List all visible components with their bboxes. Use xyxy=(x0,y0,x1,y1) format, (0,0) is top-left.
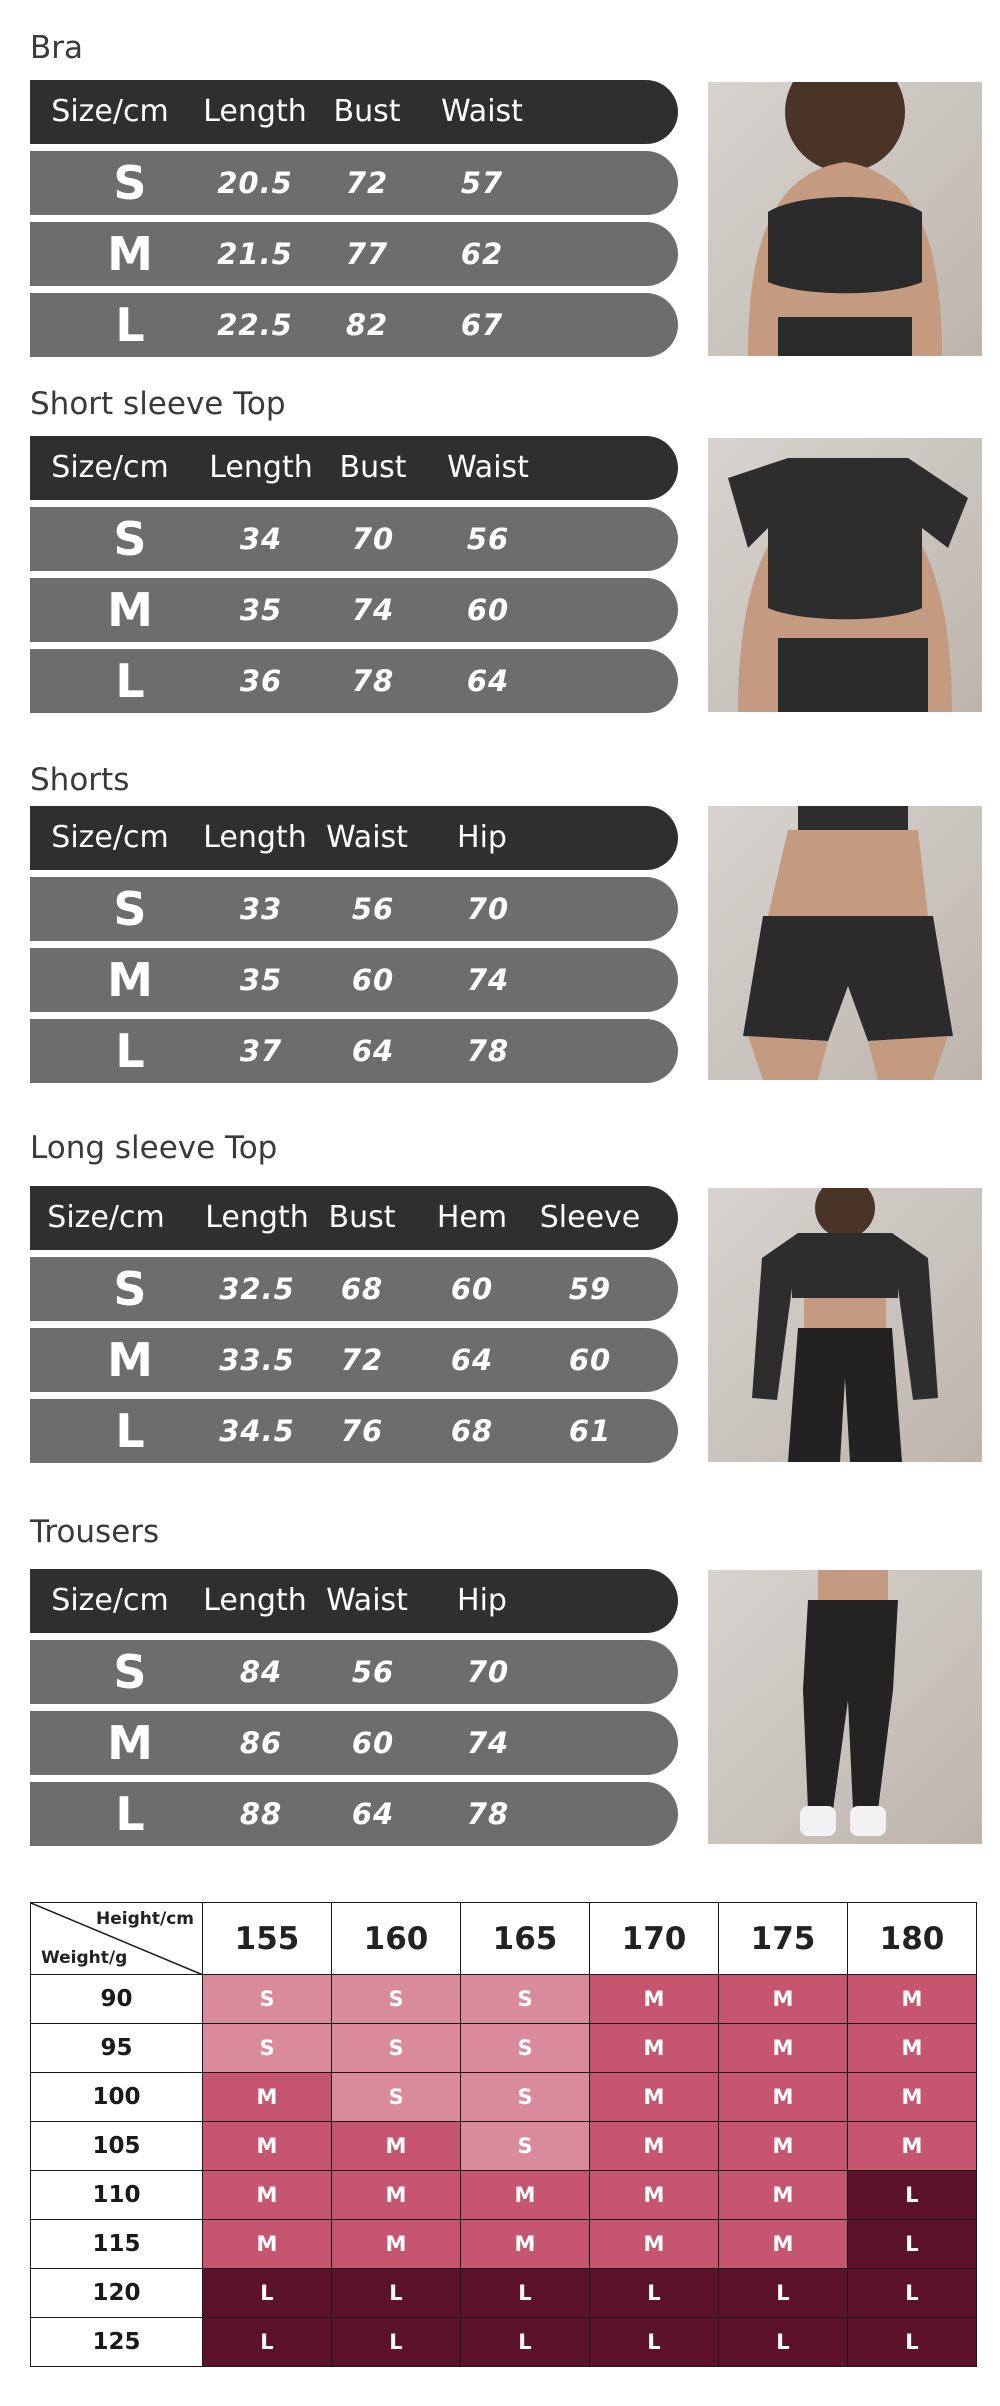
height-header-cell: 155 xyxy=(203,1903,332,1975)
value-cell: 72 xyxy=(345,166,389,200)
height-header-cell: 160 xyxy=(332,1903,461,1975)
size-grid-cell: S xyxy=(461,2073,590,2122)
table-row xyxy=(30,1782,678,1846)
size-recommendation-grid xyxy=(30,1902,977,2367)
value-cell: 77 xyxy=(345,237,389,271)
value-cell: 78 xyxy=(466,1034,510,1068)
header-cell: Size/cm xyxy=(51,1583,169,1618)
header-cell: Length xyxy=(203,820,307,855)
value-cell: 64 xyxy=(351,1034,395,1068)
grid-row xyxy=(31,2269,977,2318)
weight-cell: 120 xyxy=(31,2269,203,2318)
weight-cell: 110 xyxy=(31,2171,203,2220)
value-cell: 61 xyxy=(568,1414,612,1448)
size-cell: L xyxy=(115,298,145,352)
value-cell: 59 xyxy=(568,1272,612,1306)
table-row xyxy=(30,649,678,713)
size-grid-cell: L xyxy=(848,2269,977,2318)
size-cell: S xyxy=(113,512,147,566)
value-cell: 74 xyxy=(466,1726,510,1760)
value-cell: 60 xyxy=(568,1343,612,1377)
size-grid-cell: M xyxy=(332,2171,461,2220)
size-grid-cell: L xyxy=(848,2220,977,2269)
grid-row xyxy=(31,2318,977,2367)
size-grid-cell: L xyxy=(461,2269,590,2318)
table-row xyxy=(30,222,678,286)
size-cell: S xyxy=(113,156,147,210)
weight-cell: 105 xyxy=(31,2122,203,2171)
value-cell: 57 xyxy=(460,166,504,200)
value-cell: 78 xyxy=(466,1797,510,1831)
value-cell: 62 xyxy=(460,237,504,271)
header-cell: Size/cm xyxy=(51,820,169,855)
grid-row xyxy=(31,1975,977,2024)
value-cell: 60 xyxy=(351,1726,395,1760)
value-cell: 88 xyxy=(239,1797,283,1831)
value-cell: 32.5 xyxy=(219,1272,295,1306)
value-cell: 68 xyxy=(450,1414,494,1448)
value-cell: 22.5 xyxy=(217,308,293,342)
header-cell: Waist xyxy=(447,450,529,485)
size-cell: M xyxy=(107,583,153,637)
table-header-row xyxy=(30,806,678,870)
size-grid-cell: M xyxy=(848,2122,977,2171)
value-cell: 70 xyxy=(351,522,395,556)
value-cell: 70 xyxy=(466,1655,510,1689)
height-axis-label: Height/cm xyxy=(96,1909,194,1929)
size-cell: L xyxy=(115,654,145,708)
height-header-cell: 165 xyxy=(461,1903,590,1975)
size-grid-cell: S xyxy=(461,2122,590,2171)
table-row xyxy=(30,1257,678,1321)
header-cell: Bust xyxy=(333,94,401,129)
table-row xyxy=(30,1711,678,1775)
value-cell: 84 xyxy=(239,1655,283,1689)
value-cell: 60 xyxy=(351,963,395,997)
value-cell: 35 xyxy=(239,593,283,627)
section-title: Long sleeve Top xyxy=(30,1130,278,1166)
value-cell: 56 xyxy=(351,1655,395,1689)
table-row xyxy=(30,507,678,571)
model-bra-photo xyxy=(708,82,982,356)
size-grid-cell: M xyxy=(719,1975,848,2024)
table-row xyxy=(30,1019,678,1083)
size-grid-cell: M xyxy=(590,2171,719,2220)
header-cell: Length xyxy=(209,450,313,485)
size-grid-cell: S xyxy=(203,1975,332,2024)
table-row xyxy=(30,948,678,1012)
size-cell: L xyxy=(115,1787,145,1841)
grid-row xyxy=(31,2171,977,2220)
size-cell: L xyxy=(115,1404,145,1458)
header-cell: Length xyxy=(205,1200,309,1235)
size-grid-cell: M xyxy=(203,2171,332,2220)
value-cell: 20.5 xyxy=(217,166,293,200)
size-grid-cell: M xyxy=(203,2122,332,2171)
size-grid-cell: S xyxy=(332,2073,461,2122)
grid-row xyxy=(31,2024,977,2073)
size-grid-cell: M xyxy=(848,2073,977,2122)
size-grid-cell: S xyxy=(203,2024,332,2073)
size-grid-cell: M xyxy=(590,1975,719,2024)
table-row xyxy=(30,1640,678,1704)
size-grid-cell: M xyxy=(590,2024,719,2073)
section-title: Shorts xyxy=(30,762,130,798)
size-grid-cell: L xyxy=(461,2318,590,2367)
size-grid-cell: L xyxy=(203,2318,332,2367)
size-grid-cell: M xyxy=(719,2220,848,2269)
grid-row xyxy=(31,2122,977,2171)
size-cell: S xyxy=(113,882,147,936)
size-grid-cell: S xyxy=(461,1975,590,2024)
size-grid-cell: M xyxy=(332,2122,461,2171)
table-row xyxy=(30,1328,678,1392)
size-grid-cell: M xyxy=(719,2171,848,2220)
value-cell: 82 xyxy=(345,308,389,342)
size-cell: L xyxy=(115,1024,145,1078)
size-grid-cell: S xyxy=(332,2024,461,2073)
size-cell: M xyxy=(107,953,153,1007)
header-cell: Size/cm xyxy=(51,450,169,485)
value-cell: 72 xyxy=(340,1343,384,1377)
size-grid-cell: L xyxy=(590,2318,719,2367)
value-cell: 34.5 xyxy=(219,1414,295,1448)
table-row xyxy=(30,293,678,357)
grid-header-row xyxy=(31,1903,977,1975)
section-title: Short sleeve Top xyxy=(30,386,286,422)
size-cell: S xyxy=(113,1645,147,1699)
grid-row xyxy=(31,2220,977,2269)
size-grid-cell: M xyxy=(590,2073,719,2122)
size-grid-cell: M xyxy=(719,2122,848,2171)
height-header-cell: 170 xyxy=(590,1903,719,1975)
header-cell: Length xyxy=(203,94,307,129)
value-cell: 74 xyxy=(351,593,395,627)
header-cell: Waist xyxy=(441,94,523,129)
size-cell: M xyxy=(107,1333,153,1387)
size-cell: S xyxy=(113,1262,147,1316)
value-cell: 64 xyxy=(450,1343,494,1377)
value-cell: 78 xyxy=(351,664,395,698)
height-header-cell: 175 xyxy=(719,1903,848,1975)
value-cell: 34 xyxy=(239,522,283,556)
value-cell: 56 xyxy=(351,892,395,926)
value-cell: 21.5 xyxy=(217,237,293,271)
value-cell: 67 xyxy=(460,308,504,342)
size-grid-cell: M xyxy=(848,2024,977,2073)
header-cell: Hem xyxy=(436,1200,508,1235)
value-cell: 86 xyxy=(239,1726,283,1760)
value-cell: 60 xyxy=(450,1272,494,1306)
value-cell: 64 xyxy=(351,1797,395,1831)
weight-axis-label: Weight/g xyxy=(41,1948,128,1968)
value-cell: 33.5 xyxy=(219,1343,295,1377)
header-cell: Waist xyxy=(326,820,408,855)
size-grid-cell: S xyxy=(332,1975,461,2024)
size-grid-cell: M xyxy=(461,2171,590,2220)
header-cell: Size/cm xyxy=(47,1200,165,1235)
size-grid-cell: L xyxy=(848,2171,977,2220)
section-title: Bra xyxy=(30,30,84,66)
weight-cell: 100 xyxy=(31,2073,203,2122)
weight-cell: 95 xyxy=(31,2024,203,2073)
table-row xyxy=(30,578,678,642)
grid-row xyxy=(31,2073,977,2122)
value-cell: 68 xyxy=(340,1272,384,1306)
size-grid-cell: L xyxy=(848,2318,977,2367)
height-header-cell: 180 xyxy=(848,1903,977,1975)
table-header-row xyxy=(30,436,678,500)
model-trousers-photo xyxy=(708,1570,982,1844)
size-grid-cell: M xyxy=(590,2122,719,2171)
header-cell: Size/cm xyxy=(51,94,169,129)
section-title: Trousers xyxy=(30,1514,160,1550)
size-grid-cell: L xyxy=(332,2269,461,2318)
table-row xyxy=(30,151,678,215)
value-cell: 33 xyxy=(239,892,283,926)
size-grid-cell: M xyxy=(719,2073,848,2122)
model-shorts-photo xyxy=(708,806,982,1080)
model-long-sleeve-top-photo xyxy=(708,1188,982,1462)
header-cell: Bust xyxy=(328,1200,396,1235)
grid-body xyxy=(31,1975,977,2367)
table-header-row xyxy=(30,1569,678,1633)
size-grid-cell: L xyxy=(719,2269,848,2318)
value-cell: 56 xyxy=(466,522,510,556)
size-grid-cell: L xyxy=(590,2269,719,2318)
weight-cell: 115 xyxy=(31,2220,203,2269)
size-grid-cell: S xyxy=(461,2024,590,2073)
size-grid-cell: L xyxy=(719,2318,848,2367)
size-cell: M xyxy=(107,1716,153,1770)
size-grid-cell: M xyxy=(719,2024,848,2073)
table-row xyxy=(30,877,678,941)
weight-cell: 125 xyxy=(31,2318,203,2367)
size-grid-cell: M xyxy=(848,1975,977,2024)
size-grid-cell: L xyxy=(332,2318,461,2367)
size-grid-cell: M xyxy=(461,2220,590,2269)
header-cell: Waist xyxy=(326,1583,408,1618)
value-cell: 60 xyxy=(466,593,510,627)
grid-corner-cell xyxy=(31,1903,203,1975)
model-short-sleeve-top-photo xyxy=(708,438,982,712)
header-cell: Bust xyxy=(339,450,407,485)
value-cell: 35 xyxy=(239,963,283,997)
value-cell: 64 xyxy=(466,664,510,698)
size-grid-cell: M xyxy=(590,2220,719,2269)
weight-cell: 90 xyxy=(31,1975,203,2024)
header-cell: Sleeve xyxy=(539,1200,641,1235)
header-cell: Length xyxy=(203,1583,307,1618)
table-row xyxy=(30,1399,678,1463)
size-grid-cell: M xyxy=(203,2073,332,2122)
value-cell: 74 xyxy=(466,963,510,997)
size-grid-cell: M xyxy=(332,2220,461,2269)
size-cell: M xyxy=(107,227,153,281)
size-grid-cell: L xyxy=(203,2269,332,2318)
table-header-row xyxy=(30,1186,678,1250)
table-header-row xyxy=(30,80,678,144)
size-grid-cell: M xyxy=(203,2220,332,2269)
value-cell: 70 xyxy=(466,892,510,926)
header-cell: Hip xyxy=(457,1583,507,1618)
value-cell: 36 xyxy=(239,664,283,698)
value-cell: 76 xyxy=(340,1414,384,1448)
value-cell: 37 xyxy=(239,1034,283,1068)
header-cell: Hip xyxy=(457,820,507,855)
